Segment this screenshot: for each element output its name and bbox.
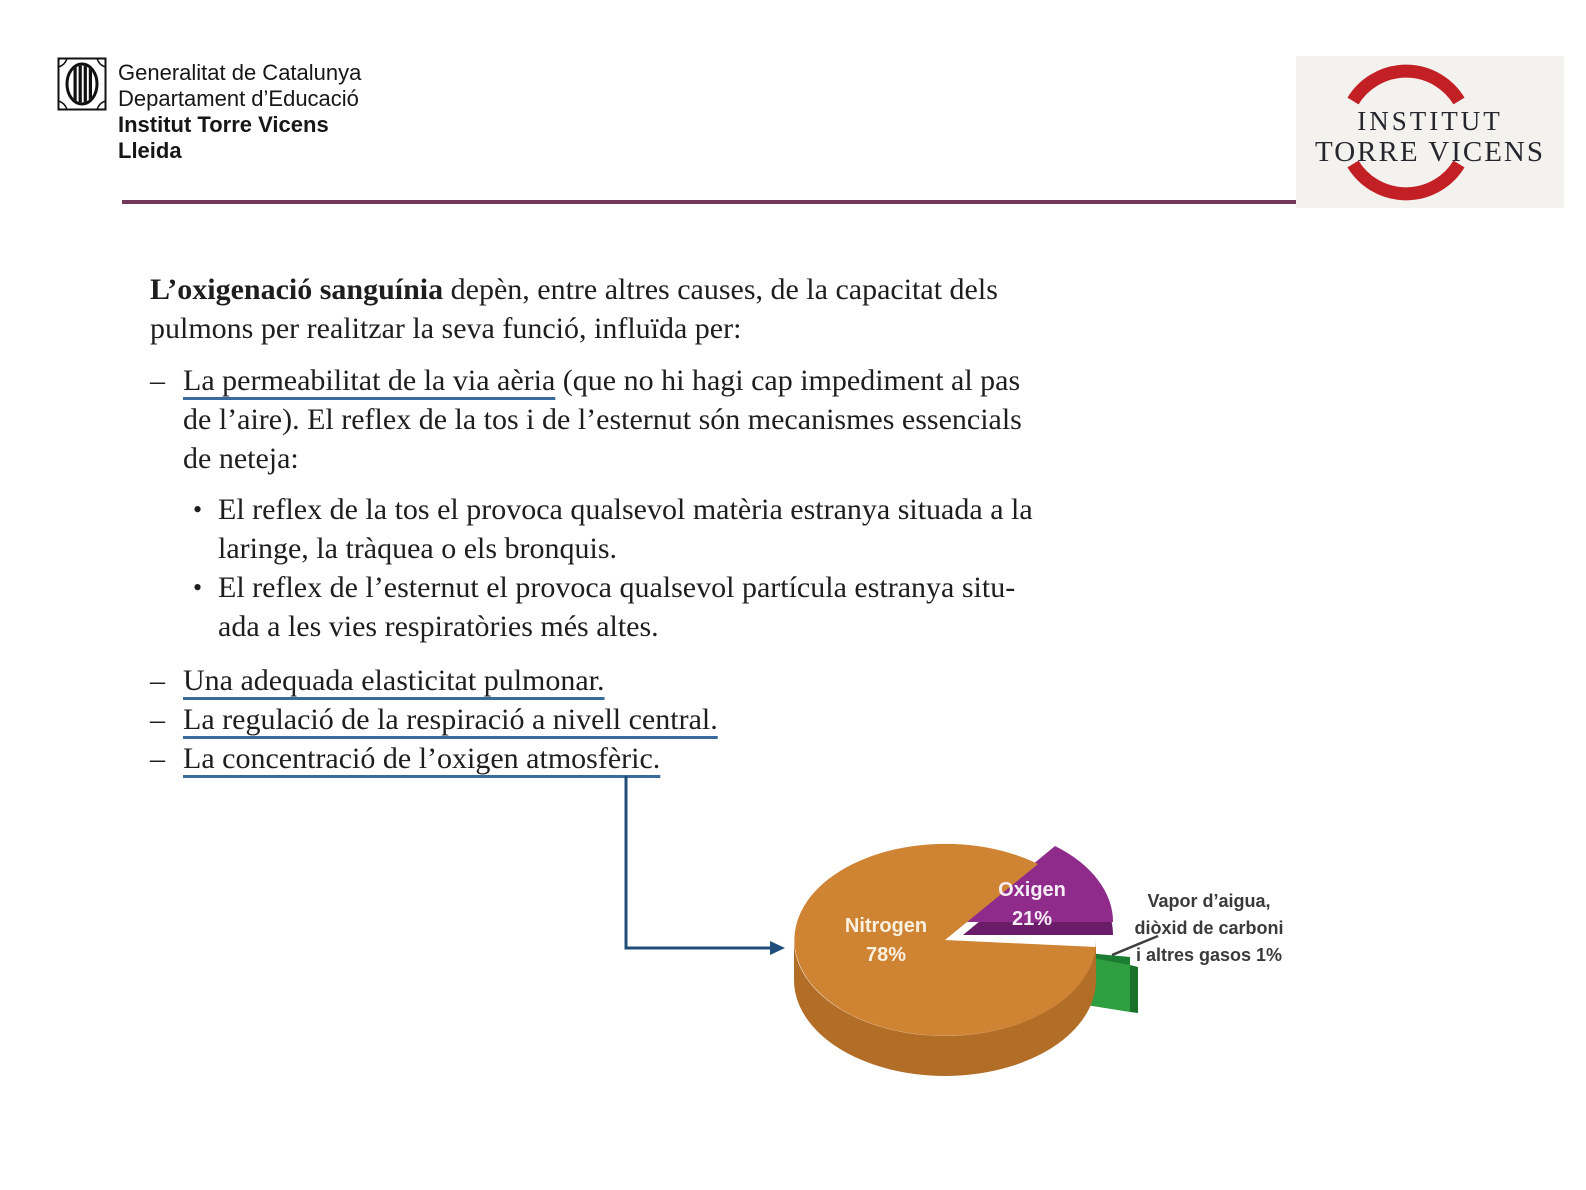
text-lines (183, 361, 1022, 478)
text-segment: pulmons per realitzar la seva funció, influïda per: (150, 312, 742, 345)
dash-marker: – (150, 664, 165, 697)
dash-marker: – (150, 703, 165, 736)
text-segment: de l’aire). El reflex de la tos i de l’esternut són mecanismes essencials (183, 403, 1022, 436)
bullet-marker: • (193, 495, 203, 524)
pie-label-altres-line3: i altres gasos 1% (1135, 945, 1283, 965)
body-text (150, 270, 1150, 778)
logo-text-line2: TORRE VICENS (1315, 136, 1545, 168)
pie-label-oxigen-value: 21% (1011, 908, 1053, 930)
text-lines (218, 568, 1015, 646)
org-line-1: Generalitat de Catalunya (118, 60, 362, 85)
pie-label-nitrogen-value: 78% (865, 944, 907, 966)
pie-label-altres-gasos (1126, 888, 1292, 969)
text-lines (150, 270, 998, 348)
text-segment: laringe, la tràquea o els bronquis. (218, 532, 618, 565)
text-lines (183, 700, 718, 739)
text-lines (183, 739, 660, 778)
text-block-dash (150, 361, 1150, 478)
institut-torre-vicens-logo (1296, 56, 1564, 208)
text-segment: La permeabilitat de la via aèria (183, 364, 556, 397)
text-block-dash (150, 661, 1150, 700)
pie-label-oxigen-name: Oxigen (998, 879, 1066, 901)
pie-label-nitrogen (816, 912, 956, 970)
text-segment: La concentració de l’oxigen atmosfèric. (183, 742, 661, 775)
text-segment: (que no hi hagi cap impediment al pas (555, 364, 1021, 397)
generalitat-seal-icon (57, 57, 107, 111)
text-block-dash (150, 700, 1150, 739)
text-segment: L’oxigenació sanguínia (150, 273, 444, 306)
text-segment: ada a les vies respiratòries més altes. (218, 610, 659, 643)
text-segment: El reflex de la tos el provoca qualsevol matèria estranya situada a la (218, 493, 1033, 526)
pie-label-nitrogen-name: Nitrogen (844, 915, 928, 937)
bullet-marker: • (193, 573, 203, 602)
org-line-4: Lleida (118, 138, 182, 163)
org-line-2: Departament d’Educació (118, 86, 359, 111)
header-rule (122, 200, 1308, 204)
dash-marker: – (150, 742, 165, 775)
org-header (118, 60, 361, 164)
text-segment: El reflex de l’esternut el provoca qualsevol partícula estranya situ- (218, 571, 1016, 604)
text-segment: La regulació de la respiració a nivell central. (183, 703, 718, 736)
text-segment: depèn, entre altres causes, de la capacitat dels (443, 273, 998, 306)
text-block-bullet (150, 490, 1150, 568)
text-lines (183, 661, 605, 700)
pie-label-oxigen (972, 876, 1092, 934)
text-block-p (150, 270, 1150, 348)
text-segment: de neteja: (183, 442, 299, 475)
connector-arrow (615, 765, 795, 960)
text-block-bullet (150, 568, 1150, 646)
pie-label-altres-line1: Vapor d’aigua, (1147, 891, 1271, 911)
pie-label-altres-line2: diòxid de carboni (1134, 918, 1284, 938)
org-line-3: Institut Torre Vicens (118, 112, 329, 137)
dash-marker: – (150, 364, 165, 397)
logo-text-line1: INSTITUT (1357, 106, 1503, 136)
text-segment: Una adequada elasticitat pulmonar. (183, 664, 605, 697)
text-lines (218, 490, 1033, 568)
